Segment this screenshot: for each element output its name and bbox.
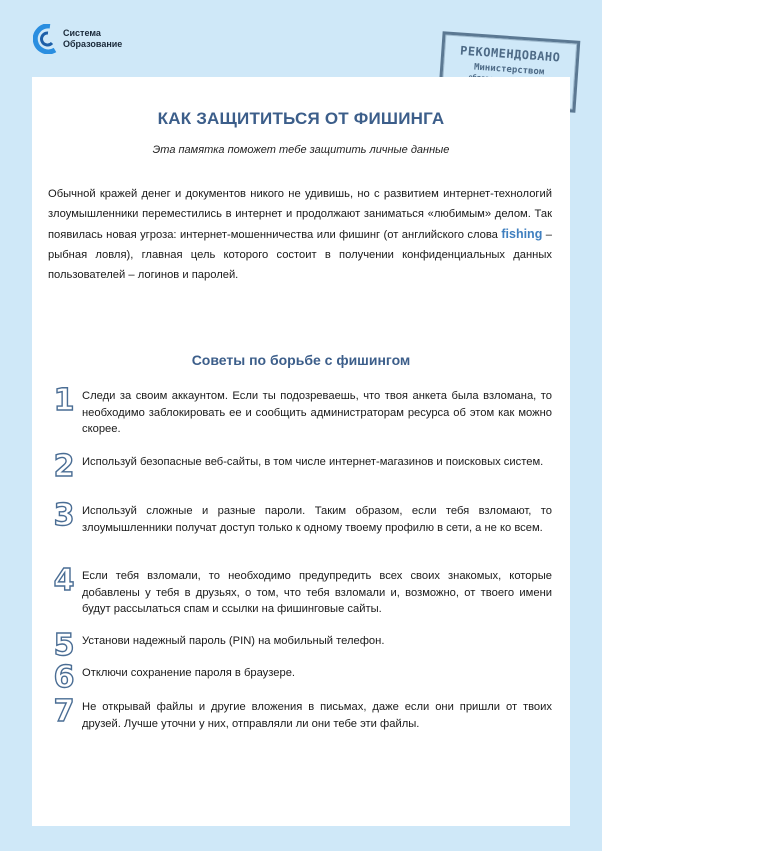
tips-heading: Советы по борьбе с фишингом <box>191 352 411 368</box>
tip-number: 5 <box>53 628 75 663</box>
page-title: КАК ЗАЩИТИТЬСЯ ОТ ФИШИНГА <box>157 109 445 128</box>
logo-icon <box>33 24 59 54</box>
tip-number: 2 <box>53 449 75 484</box>
brand-logo <box>33 24 122 54</box>
tip-text: Если тебя взломали, то необходимо предупредить всех своих знакомых, которые добавлены у тебя в друзьях, о том, что тебя взломали и, возможно, от твоего имени будут рассылаться спам и ссылки на фишинговые сайты. <box>82 570 552 615</box>
tip-text: Отключи сохранение пароля в браузере. <box>82 667 296 679</box>
intro-text-end: – рыбная ловля), главная цель которого состоит в получении конфиденциальных данных пользователей – логинов и паролей. <box>48 229 552 281</box>
fishing-term: fishing <box>501 227 543 241</box>
stamp-line-1: РЕКОМЕНДОВАНО <box>459 43 561 65</box>
tip-text: Используй безопасные веб-сайты, в том числе интернет-магазинов и поисковых систем. <box>82 456 544 468</box>
memo-sheet <box>32 77 570 826</box>
page-subtitle: Эта памятка поможет тебе защитить личные данные <box>152 144 450 156</box>
tip-number: 1 <box>53 383 75 418</box>
tip-number: 4 <box>53 563 75 598</box>
brand-name: Система Образование <box>63 28 123 49</box>
tip-number: 7 <box>53 694 75 729</box>
tip-text: Следи за своим аккаунтом. Если ты подозреваешь, что твоя анкета была взломана, то необходимо заблокировать ее и сообщить администраторам ресурса об этом как можно скорее. <box>82 390 552 435</box>
intro-paragraph <box>48 184 552 285</box>
tip-number: 6 <box>53 660 75 695</box>
tip-text: Используй сложные и разные пароли. Таким образом, если тебя взломают, то злоумышленники получат доступ только к одному твоему профилю в сети, а не ко всем. <box>82 505 552 534</box>
stamp-line-2: Министерством <box>473 62 545 78</box>
tip-text: Установи надежный пароль (PIN) на мобильный телефон. <box>82 635 385 647</box>
tip-text: Не открывай файлы и другие вложения в письмах, даже если они пришли от твоих друзей. Лучше уточни у них, отправляли ли они тебе эти файлы. <box>82 701 552 730</box>
tip-number: 3 <box>53 498 75 533</box>
intro-text-start: Обычной кражей денег и документов никого не удивишь, но с развитием интернет-технологий злоумышленники переместились в интернет и продолжают заниматься «любимым» делом. Так появилась новая угроза: интернет-мошенничества или фишинг (от английского слова <box>48 188 552 241</box>
